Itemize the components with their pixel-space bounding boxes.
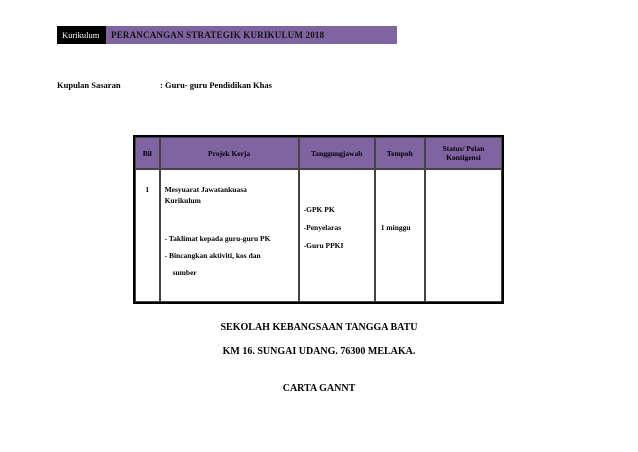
projek-line: - Taklimat kepada guru-guru PK	[164, 234, 271, 243]
cell-status	[425, 169, 502, 302]
target-group-value: : Guru- guru Pendidikan Khas	[160, 80, 272, 90]
cell-bil: 1	[135, 169, 160, 302]
section-label: Kurikulum	[57, 26, 106, 44]
table-header-row	[135, 137, 502, 169]
col-status: Status/ Pelan Kontigensi	[425, 137, 502, 169]
tanggungjawab-line: -Guru PPKI	[303, 241, 344, 250]
table-row	[135, 169, 502, 302]
projek-line: Mesyuarat Jawatankuasa	[164, 185, 247, 194]
plan-table	[133, 135, 504, 304]
cell-tanggungjawab	[299, 169, 375, 302]
header-bar	[57, 26, 397, 44]
projek-line: sumber	[172, 268, 197, 277]
col-projek: Projek Kerja	[160, 137, 299, 169]
tempoh-value: 1 minggu	[380, 223, 411, 232]
target-group-label: Kupulan Sasaran	[57, 80, 121, 90]
col-tempoh: Tempoh	[375, 137, 425, 169]
projek-line: Kurikulum	[164, 196, 201, 205]
chart-heading: CARTA GANNT	[282, 383, 356, 394]
school-address: KM 16. SUNGAI UDANG. 76300 MELAKA.	[222, 346, 416, 357]
col-bil: Bil	[135, 137, 160, 169]
col-tanggungjawab: Tanggungjawab	[299, 137, 375, 169]
cell-tempoh	[375, 169, 425, 302]
page-title: PERANCANGAN STRATEGIK KURIKULUM 2018	[106, 26, 397, 44]
tanggungjawab-line: -Penyelaras	[303, 223, 342, 232]
school-name: SEKOLAH KEBANGSAAN TANGGA BATU	[220, 322, 418, 333]
cell-projek	[160, 169, 299, 302]
projek-line: - Bincangkan aktiviti, kos dan	[164, 251, 261, 260]
tanggungjawab-line: -GPK PK	[303, 205, 335, 214]
